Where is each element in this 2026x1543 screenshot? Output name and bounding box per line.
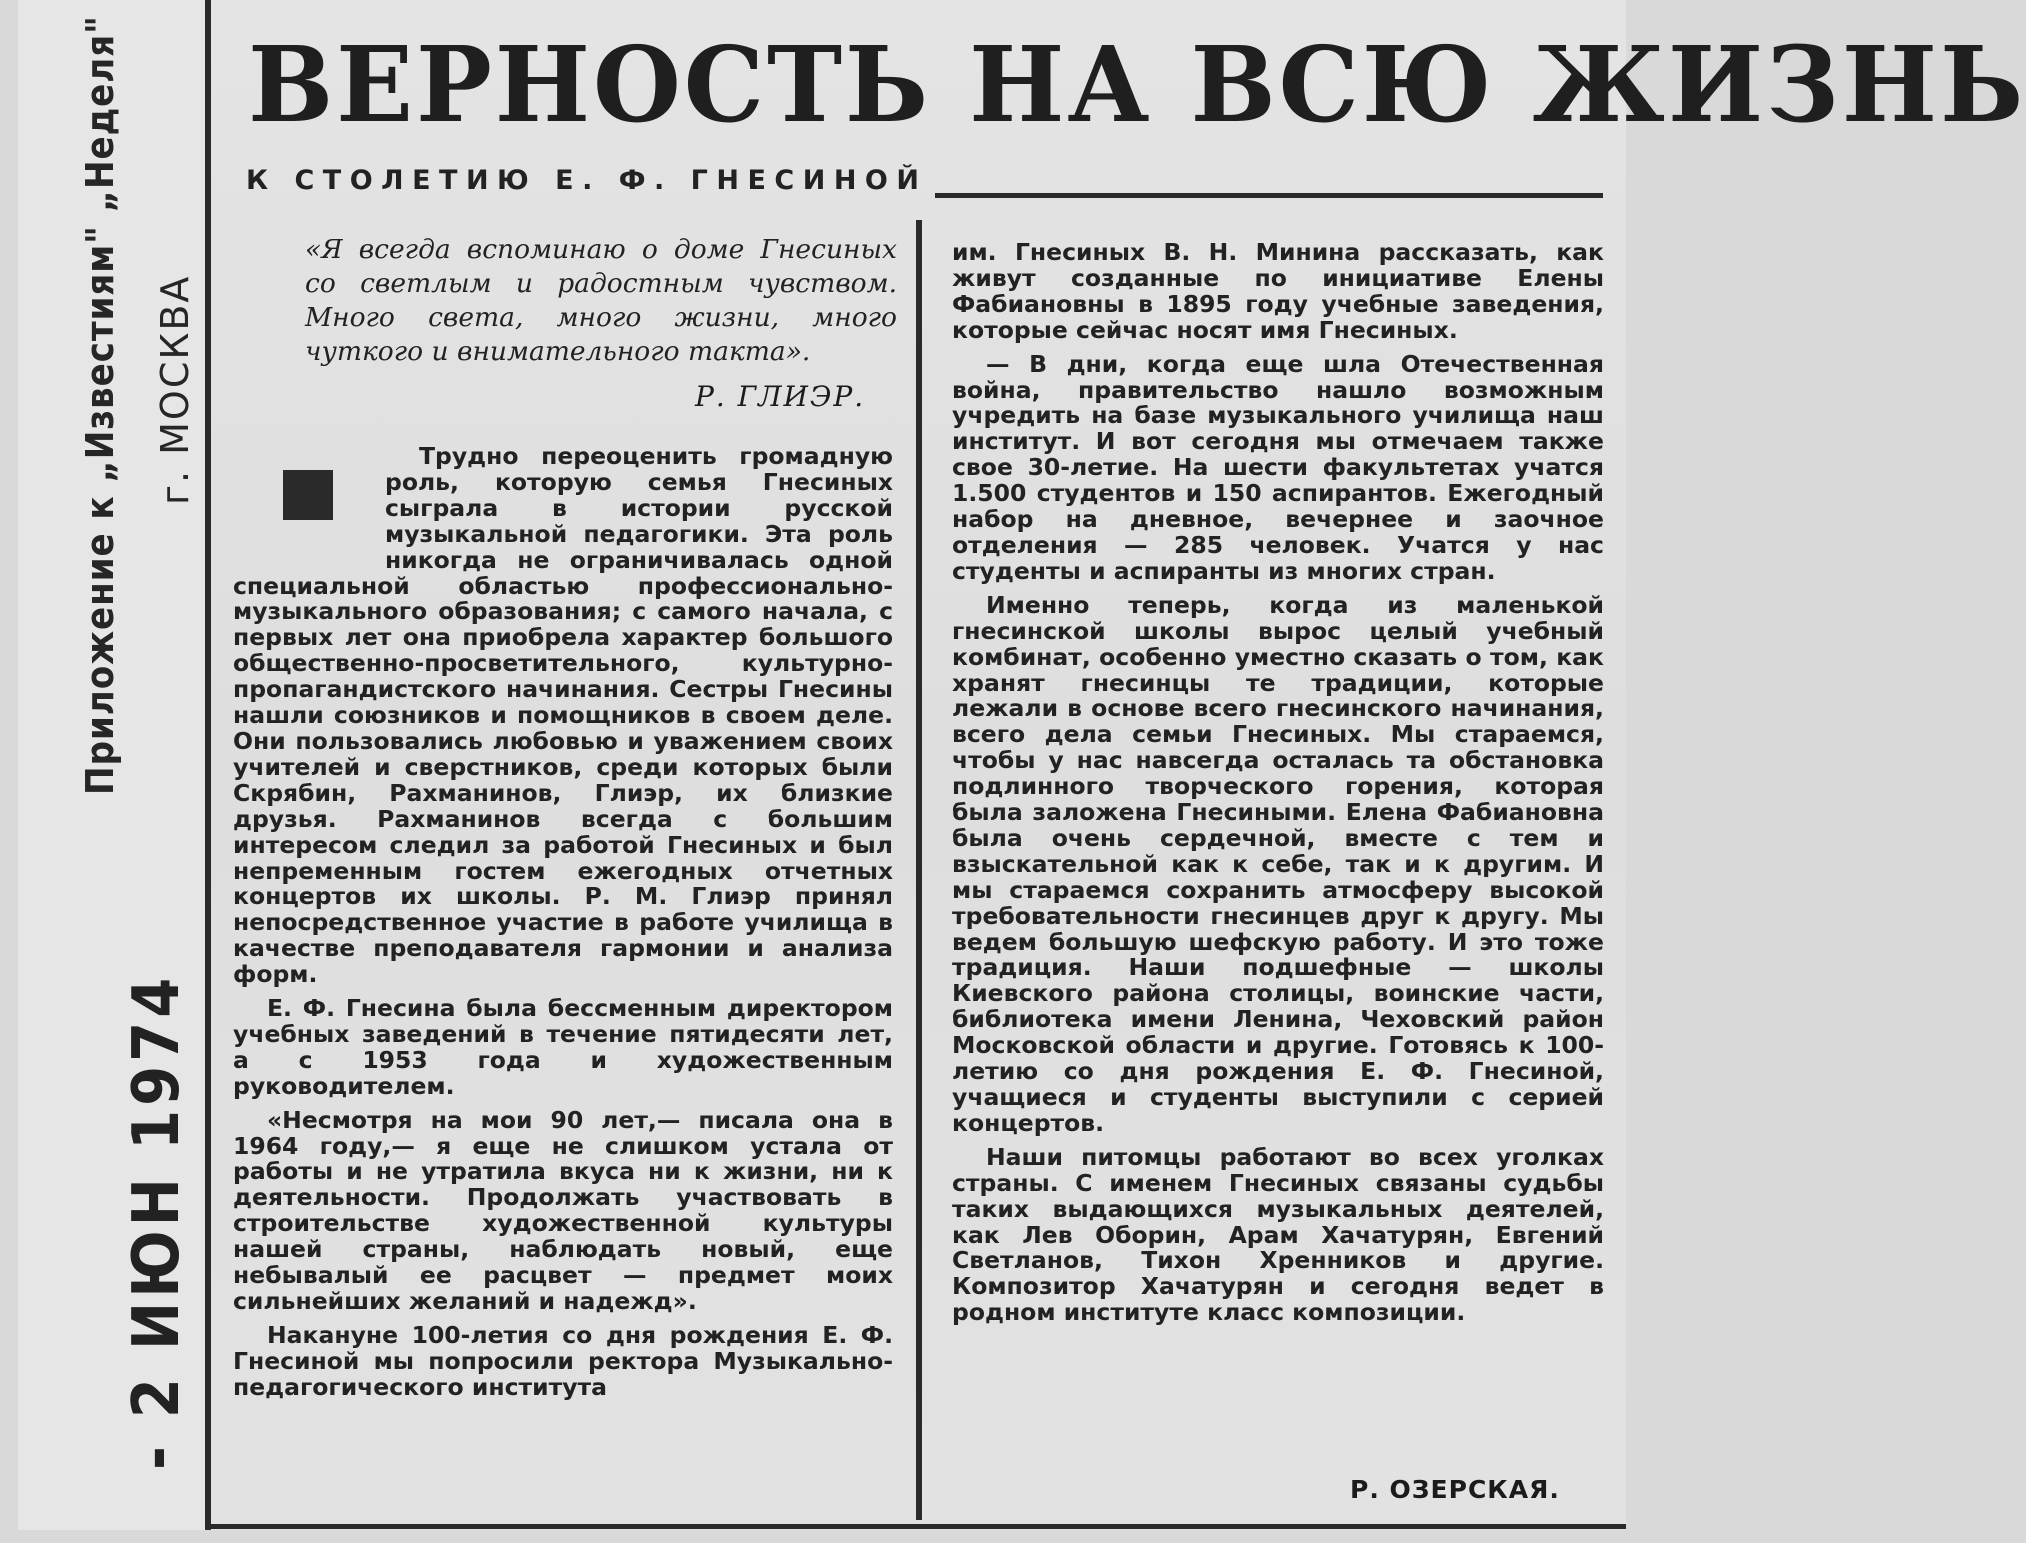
right-column — [952, 240, 1604, 1326]
article-headline: ВЕРНОСТЬ НА ВСЮ ЖИЗНЬ — [248, 23, 2026, 146]
paragraph: «Несмотря на мои 90 лет,— писала она в 1964 году,— я еще не слишком устала от работы и не утратила вкуса ни к жизни, ни к деятельности. Продолжать участвовать в строительстве художественной культуры нашей страны, наблюдать новый, еще небывалый ее расцвет — предмет моих сильнейших желаний и надежд». — [233, 1105, 893, 1315]
paragraph: Накануне 100-летия со дня рождения Е. Ф. Гнесиной мы попросили ректора Музыкально-педагогического института — [233, 1320, 893, 1401]
stamp-publication: Приложение к „Известиям" „Неделя" — [78, 15, 122, 796]
epigraph-author: Р. ГЛИЭР. — [695, 380, 866, 413]
stamp-date: - 2 ИЮН 1974 — [120, 973, 194, 1470]
margin-stamp — [18, 0, 208, 1530]
epigraph-quote: «Я всегда вспоминаю о доме Гнесиных со светлым и радостным чувством. Много света, много жизни, много чуткого и внимательного такта». — [305, 234, 897, 367]
kicker-rule — [935, 193, 1603, 198]
paragraph: — В дни, когда еще шла Отечественная война, правительство нашло возможным учредить на базе музыкального училища наш институт. И вот сегодня мы отмечаем также свое 30-летие. На шести факультетах учатся 1.500 студентов и 150 аспирантов. Ежегодный набор на дневное, вечернее и заочное отделения — 285 человек. Учатся у нас студенты и аспиранты из многих стран. — [952, 349, 1604, 585]
author-signature: Р. ОЗЕРСКАЯ. — [1350, 1475, 1560, 1504]
frame-left-rule — [205, 0, 211, 1530]
paragraph: Наши питомцы работают во всех уголках страны. С именем Гнесиных связаны судьбы таких выдающихся музыкальных деятелей, как Лев Оборин, Арам Хачатурян, Евгений Светланов, Тихон Хренников и другие. Композитор Хачатурян и сегодня ведет в родном институте класс композиции. — [952, 1142, 1604, 1327]
lead-indent — [233, 444, 385, 548]
paragraph: Именно теперь, когда из маленькой гнесинской школы вырос целый учебный комбинат, особенно уместно сказать о том, как хранят гнесинцы те традиции, которые лежали в основе всего гнесинского начинания, всего дела семьи Гнесиных. Мы стараемся, чтобы у нас навсегда осталась та обстановка подлинного творческого горения, которая была заложена Гнесиными. Елена Фабиановна была очень сердечной, вместе с тем и взыскательной как к себе, так и к другим. И мы стараемся сохранить атмосферу высокой требовательности гнесинцев друг к другу. Мы ведем большую шефскую работу. И это тоже традиция. Наши подшефные — школы Киевского района столицы, воинские части, библиотека имени Ленина, Чеховский район Московской области и другие. Готовясь к 100-летию со дня рождения Е. Ф. Гнесиной, учащиеся и студенты выступили с серией концертов. — [952, 590, 1604, 1137]
frame-bottom-rule — [205, 1524, 1626, 1529]
article-kicker: К СТОЛЕТИЮ Е. Ф. ГНЕСИНОЙ — [246, 165, 928, 196]
column-divider — [916, 220, 922, 1520]
left-column — [233, 444, 893, 1401]
paragraph: им. Гнесиных В. Н. Минина рассказать, как живут созданные по инициативе Елены Фабиановны в 1895 году учебные заведения, которые сейчас носят имя Гнесиных. — [952, 238, 1604, 344]
stamp-city: г. МОСКВА — [153, 274, 197, 505]
paragraph: Е. Ф. Гнесина была бессменным директором учебных заведений в течение пятидесяти лет, а с 1953 года и художественным руководителем. — [233, 994, 893, 1100]
paragraph: Трудно переоценить громадную роль, которую семья Гнесиных сыграла в истории русской музыкальной педагогики. Эта роль никогда не ограничивалась одной специальной областью профессионально-музыкального образования; с самого начала, с первых лет она приобрела характер большого общественно-просветительного, культурно-пропагандистского начинания. Сестры Гнесины нашли союзников и помощников в своем деле. Они пользовались любовью и уважением своих учителей и сверстников, среди которых были Скрябин, Рахманинов, Глиэр, их близкие друзья. Рахманинов всегда с большим интересом следил за работой Гнесиных и был непременным гостем ежегодных отчетных концертов их школы. Р. М. Глиэр принял непосредственное участие в работе училища в качестве преподавателя гармонии и анализа форм. — [233, 442, 893, 989]
